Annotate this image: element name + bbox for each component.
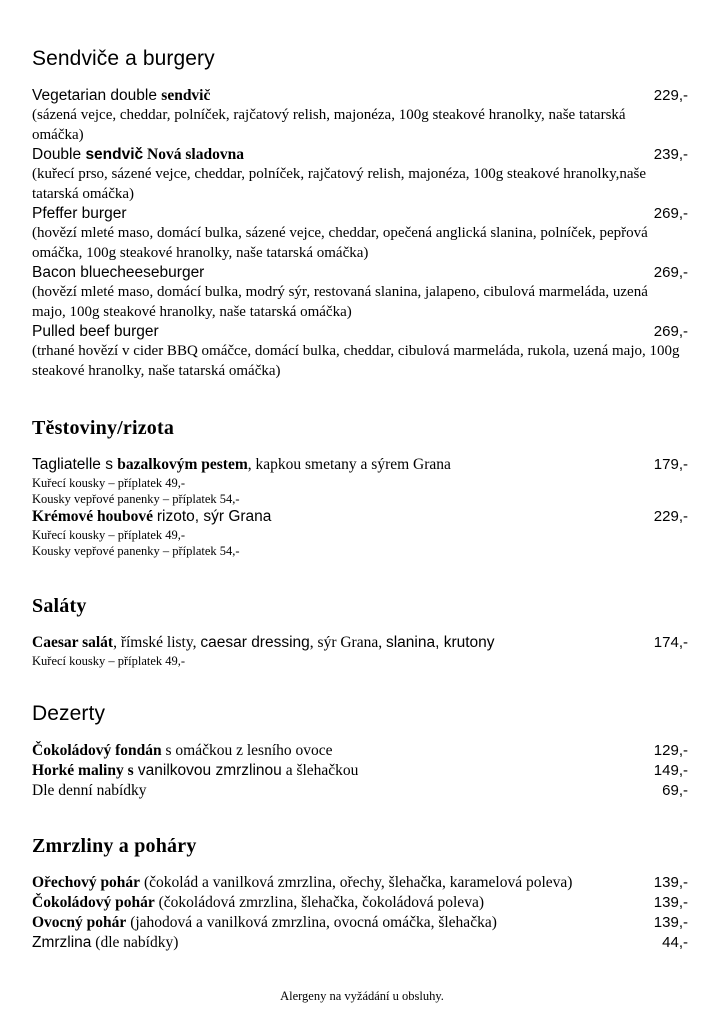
menu-item-name <box>32 507 632 527</box>
menu-item-name-part: Čokoládový fondán <box>32 742 162 759</box>
menu-item <box>32 322 688 381</box>
menu-item-name-part: Pfeffer burger <box>32 205 127 222</box>
section-items-sendvice-a-burgery <box>32 86 688 381</box>
menu-item-line <box>32 145 688 165</box>
menu-item-price: 139,- <box>653 894 688 911</box>
menu-item-surcharge: Kuřecí kousky – příplatek 49,- <box>32 476 186 490</box>
menu-item-name-part: vanilkovou zmrzlinou <box>133 762 282 779</box>
menu-item-name <box>32 893 632 913</box>
menu-item-name <box>32 204 632 224</box>
menu-item-name-part: (čokoládová zmrzlina, šlehačka, čokoládová poleva) <box>154 894 484 911</box>
menu-item-name-part: bazalkovým pestem <box>117 456 248 473</box>
menu-item-description: (sázená vejce, cheddar, polníček, rajčatový relish, majonéza, 100g steakové hranolky, naše tatarská omáčka) <box>32 107 626 143</box>
menu-item-name <box>32 913 632 933</box>
menu-item-price: 239,- <box>653 146 688 163</box>
menu-item <box>32 633 688 669</box>
menu-item <box>32 741 688 761</box>
menu-item-line <box>32 913 688 933</box>
menu-item-line <box>32 873 688 893</box>
menu-item-price: 69,- <box>662 782 688 799</box>
menu-item-line <box>32 741 688 761</box>
menu-item-name <box>32 781 632 801</box>
menu-item-price: 269,- <box>653 205 688 222</box>
menu-item-line <box>32 86 688 106</box>
section-heading-sendvice-a-burgery: Sendviče a burgery <box>32 47 215 70</box>
menu-item-price: 174,- <box>653 634 688 651</box>
menu-content <box>32 46 688 953</box>
menu-item-surcharge: Kousky vepřové panenky – příplatek 54,- <box>32 544 240 558</box>
menu-item-name-part: Vegetarian double <box>32 87 162 104</box>
menu-item-price: 269,- <box>653 323 688 340</box>
menu-item-line <box>32 507 688 527</box>
menu-item-price: 149,- <box>653 762 688 779</box>
section-items-salaty <box>32 633 688 669</box>
menu-item-line <box>32 455 688 475</box>
menu-section-testoviny-rizota <box>32 415 688 559</box>
menu-item-name-part: Ořechový pohár <box>32 874 141 891</box>
menu-item-name-part: sendvič <box>85 146 144 163</box>
menu-section-dezerty <box>32 701 688 801</box>
menu-item-description: (hovězí mleté maso, domácí bulka, sázené vejce, cheddar, opečená anglická slanina, polníček, pepřová omáčka, 100g steakové hranolky, naše tatarská omáčka) <box>32 225 648 261</box>
menu-item-name-part: rizoto, sýr Grana <box>156 508 272 525</box>
menu-item-name-part: , kapkou smetany a sýrem Grana <box>247 456 451 473</box>
menu-item-line <box>32 761 688 781</box>
menu-item-price: 179,- <box>653 456 688 473</box>
menu-item <box>32 761 688 781</box>
menu-item-name-part: Caesar salát <box>32 634 114 651</box>
menu-item-name <box>32 633 632 653</box>
menu-item-price: 44,- <box>662 934 688 951</box>
allergen-footer-note: Alergeny na vyžádání u obsluhy. <box>280 989 444 1003</box>
menu-item-name-part: Bacon bluecheeseburger <box>32 264 205 281</box>
menu-item-line <box>32 893 688 913</box>
menu-item-name-part: , sýr Grana, <box>309 634 386 651</box>
menu-item-name-part: Čokoládový pohár <box>32 894 155 911</box>
menu-item-line <box>32 322 688 342</box>
menu-item-price: 229,- <box>653 87 688 104</box>
section-heading-salaty: Saláty <box>32 595 87 617</box>
menu-item <box>32 873 688 893</box>
menu-item-description: (kuřecí prso, sázené vejce, cheddar, polníček, rajčatový relish, majonéza, 100g steakové hranolky,naše tatarská omáčka) <box>32 166 647 202</box>
section-heading-dezerty: Dezerty <box>32 702 106 725</box>
menu-item-name-part: Pulled beef burger <box>32 323 159 340</box>
menu-item-name-part: s omáčkou z lesního ovoce <box>161 742 333 759</box>
menu-item-name <box>32 761 632 781</box>
menu-section-zmrzliny-a-pohary <box>32 833 688 953</box>
menu-item <box>32 781 688 801</box>
section-heading-testoviny-rizota: Těstoviny/rizota <box>32 417 175 439</box>
menu-item-name <box>32 741 632 761</box>
menu-item <box>32 455 688 507</box>
menu-item-surcharge: Kousky vepřové panenky – příplatek 54,- <box>32 492 240 506</box>
menu-item <box>32 933 688 953</box>
menu-item-name <box>32 322 632 342</box>
menu-section-sendvice-a-burgery <box>32 46 688 381</box>
section-items-testoviny-rizota <box>32 455 688 559</box>
menu-item-name-part: (dle nabídky) <box>91 934 179 951</box>
section-items-dezerty <box>32 741 688 801</box>
menu-item-name-part: Tagliatelle s <box>32 456 118 473</box>
menu-item <box>32 145 688 204</box>
menu-item <box>32 86 688 145</box>
menu-item-price: 139,- <box>653 914 688 931</box>
menu-item <box>32 507 688 559</box>
menu-item <box>32 263 688 322</box>
section-heading-zmrzliny-a-pohary: Zmrzliny a poháry <box>32 835 197 857</box>
menu-item-surcharge: Kuřecí kousky – příplatek 49,- <box>32 654 186 668</box>
menu-item-description: (trhané hovězí v cider BBQ omáčce, domácí bulka, cheddar, cibulová marmeláda, rukola, uzená majo, 100g steakové hranolky, naše tatarská omáčka) <box>32 343 680 379</box>
menu-item-name-part: , římské listy, <box>113 634 201 651</box>
menu-item-description: (hovězí mleté maso, domácí bulka, modrý sýr, restovaná slanina, jalapeno, cibulová marmeláda, uzená majo, 100g steakové hranolky, naše tatarská omáčka) <box>32 284 648 320</box>
menu-item-name-part: slanina, krutony <box>385 634 495 651</box>
menu-item-name-part: a šlehačkou <box>281 762 359 779</box>
menu-item-name <box>32 455 632 475</box>
menu-item-name-part: caesar dressing <box>200 634 310 651</box>
menu-item <box>32 893 688 913</box>
menu-item-name-part: Double <box>32 146 86 163</box>
menu-item-name-part: Nová sladovna <box>143 146 244 163</box>
menu-item-name-part: Ovocný pohár <box>32 914 127 931</box>
menu-item-price: 269,- <box>653 264 688 281</box>
menu-item-name-part: (jahodová a vanilková zmrzlina, ovocná omáčka, šlehačka) <box>126 914 497 931</box>
menu-item-price: 139,- <box>653 874 688 891</box>
menu-item-name-part: Zmrzlina <box>32 934 92 951</box>
menu-item-surcharge: Kuřecí kousky – příplatek 49,- <box>32 528 186 542</box>
menu-item-price: 229,- <box>653 508 688 525</box>
menu-item-name <box>32 145 632 165</box>
menu-item-name <box>32 263 632 283</box>
menu-item-line <box>32 781 688 801</box>
menu-item-line <box>32 633 688 653</box>
menu-item-name-part: Horké maliny s <box>32 762 134 779</box>
menu-item-line <box>32 263 688 283</box>
section-items-zmrzliny-a-pohary <box>32 873 688 953</box>
menu-item-line <box>32 933 688 953</box>
menu-item-name-part: Dle denní nabídky <box>32 782 147 799</box>
menu-item <box>32 913 688 933</box>
menu-section-salaty <box>32 593 688 669</box>
menu-item <box>32 204 688 263</box>
menu-item-name-part: (čokolád a vanilková zmrzlina, ořechy, šlehačka, karamelová poleva) <box>140 874 573 891</box>
menu-item-name <box>32 86 632 106</box>
menu-item-name-part: sendvič <box>161 87 211 104</box>
menu-item-name-part: Krémové houbové <box>32 508 157 525</box>
menu-item-name <box>32 873 632 893</box>
menu-item-name <box>32 933 632 953</box>
menu-item-line <box>32 204 688 224</box>
menu-item-price: 129,- <box>653 742 688 759</box>
